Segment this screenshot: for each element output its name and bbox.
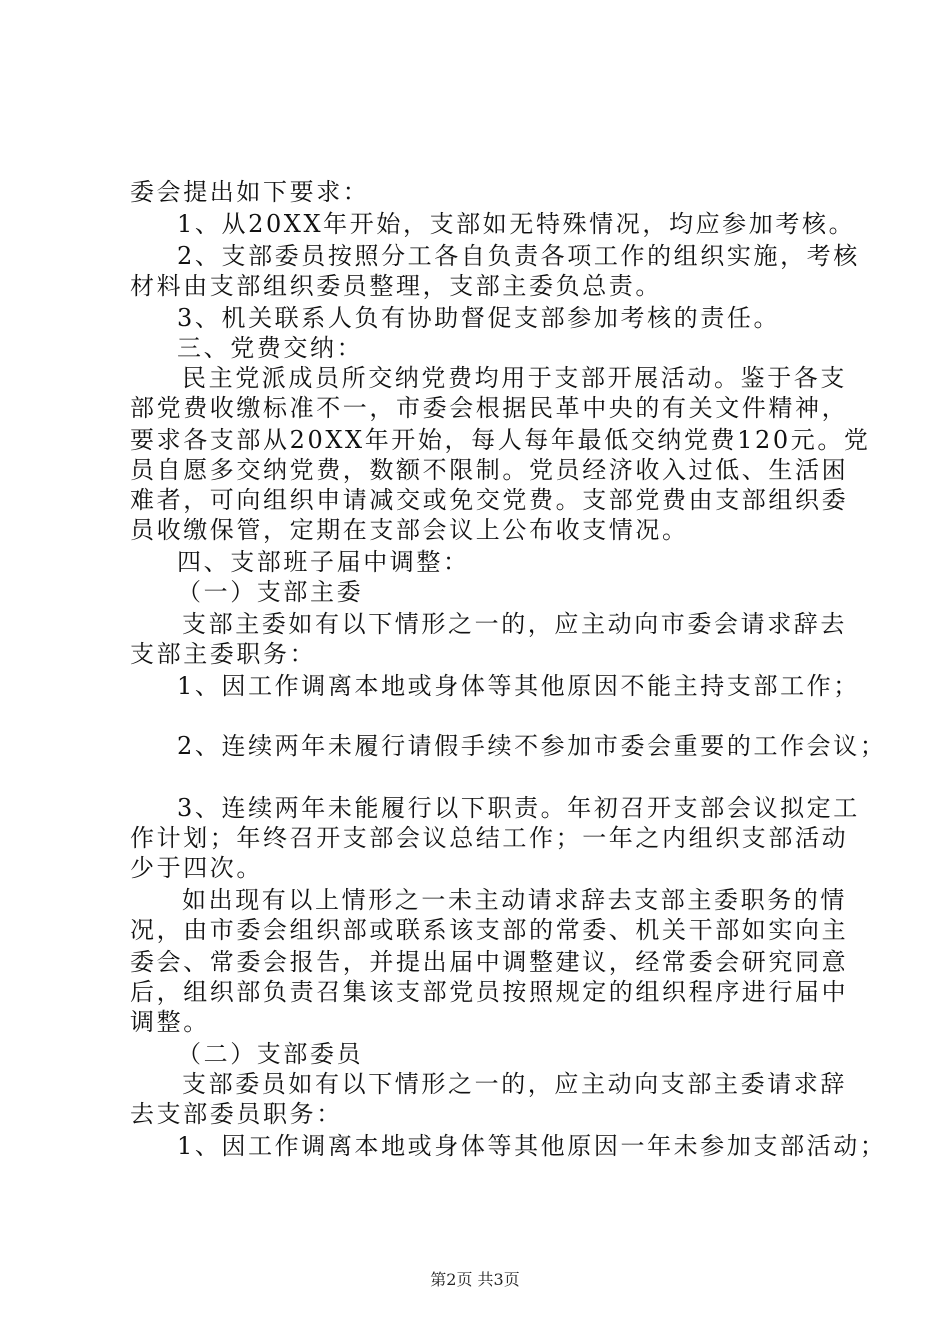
text-line: 调整。 (130, 1008, 210, 1036)
subsection-heading: （二）支部委员 (177, 1040, 364, 1068)
text-line: 后，组织部负责召集该支部党员按照规定的组织程序进行届中 (130, 978, 849, 1006)
text-line: 支部主委职务： (130, 640, 317, 668)
text-line: 支部主委如有以下情形之一的，应主动向市委会请求辞去 (182, 610, 847, 638)
text-line: 员自愿多交纳党费，数额不限制。党员经济收入过低、生活困 (130, 456, 849, 484)
page-footer: 第2页 共3页 (430, 1270, 520, 1289)
text-line: 支部委员如有以下情形之一的，应主动向支部主委请求辞 (182, 1070, 847, 1098)
text-line: 去支部委员职务： (130, 1100, 343, 1128)
text-line: 员收缴保管，定期在支部会议上公布收支情况。 (130, 516, 689, 544)
section-heading: 四、支部班子届中调整： (177, 548, 470, 576)
text-line: 部党费收缴标准不一，市委会根据民革中央的有关文件精神， (130, 394, 849, 422)
text-line: 难者，可向组织申请减交或免交党费。支部党费由支部组织委 (130, 486, 849, 514)
text-line: 2、连续两年未履行请假手续不参加市委会重要的工作会议； (177, 732, 887, 760)
text-line: 民主党派成员所交纳党费均用于支部开展活动。鉴于各支 (182, 364, 847, 392)
subsection-heading: （一）支部主委 (177, 578, 364, 606)
text-line: 如出现有以上情形之一未主动请求辞去支部主委职务的情 (182, 886, 847, 914)
text-line: 要求各支部从20XX年开始，每人每年最低交纳党费120元。党 (130, 426, 871, 454)
text-line: 1、因工作调离本地或身体等其他原因一年未参加支部活动； (177, 1132, 887, 1160)
text-line: 3、连续两年未能履行以下职责。年初召开支部会议拟定工 (177, 794, 860, 822)
text-line: 2、支部委员按照分工各自负责各项工作的组织实施，考核 (177, 242, 860, 270)
text-line: 材料由支部组织委员整理，支部主委负总责。 (130, 272, 662, 300)
text-line: 作计划；年终召开支部会议总结工作；一年之内组织支部活动 (130, 824, 849, 852)
text-line: 1、从20XX年开始，支部如无特殊情况，均应参加考核。 (177, 210, 856, 238)
text-line: 1、因工作调离本地或身体等其他原因不能主持支部工作； (177, 672, 860, 700)
text-line: 况，由市委会组织部或联系该支部的常委、机关干部如实向主 (130, 916, 849, 944)
section-heading: 三、党费交纳： (177, 334, 364, 362)
text-line: 委会、常委会报告，并提出届中调整建议，经常委会研究同意 (130, 948, 849, 976)
text-line: 委会提出如下要求： (130, 178, 370, 206)
text-line: 少于四次。 (130, 854, 263, 882)
text-line: 3、机关联系人负有协助督促支部参加考核的责任。 (177, 304, 781, 332)
